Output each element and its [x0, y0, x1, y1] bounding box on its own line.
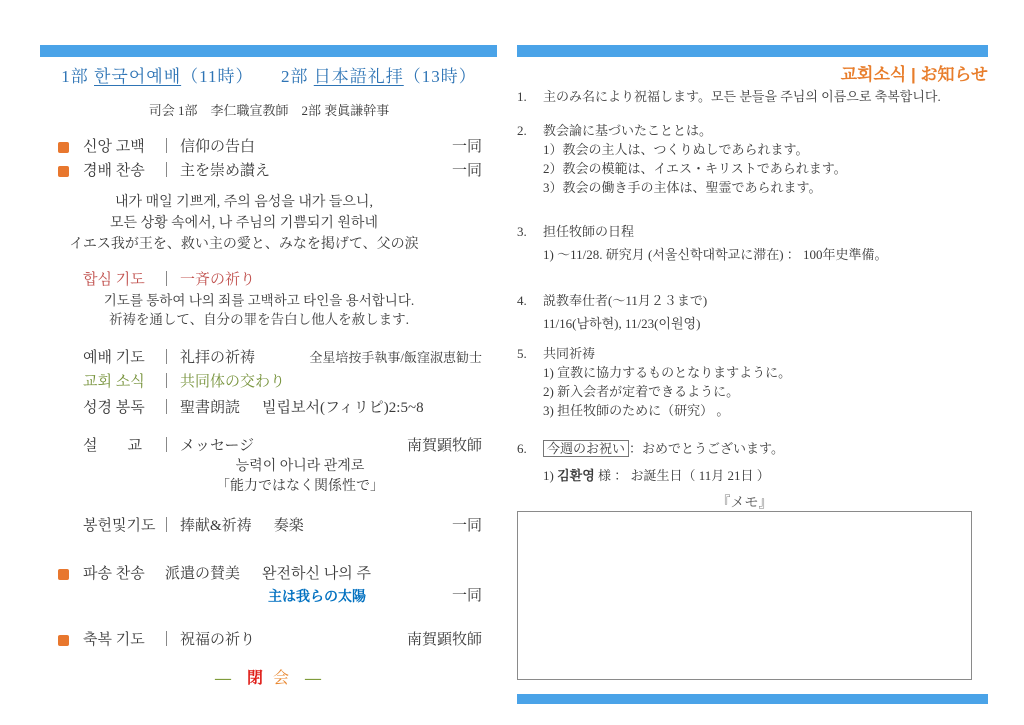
row-performer: 一同 — [451, 588, 482, 604]
label-separator: ｜ — [159, 139, 175, 155]
lyric-line: 모든 상황 속에서, 나 주님의 기쁨되기 원하네 — [110, 216, 378, 231]
row-label-ko: 성경 봉독 — [83, 400, 145, 416]
celebrant-name: 김환영 — [557, 468, 595, 483]
row-union-prayer — [40, 269, 498, 291]
title-part-2: 2部 — [281, 67, 314, 86]
row-confession-of-faith — [40, 136, 498, 158]
title-japanese-service: 日本語礼拝 — [313, 67, 404, 86]
union-prayer-note-ja: 祈祷を通して、自分の罪を告白し他人を赦します. — [108, 312, 410, 327]
row-label-ko: 신앙 고백 — [83, 139, 145, 155]
row-performer: 一同 — [451, 139, 482, 155]
row-label-ko: 축복 기도 — [83, 632, 145, 648]
row-offering-prayer — [40, 515, 498, 537]
title-spacer — [245, 67, 281, 86]
label-separator: ｜ — [159, 350, 175, 366]
title-part-1: 1部 — [61, 67, 94, 86]
announcement-item — [517, 345, 990, 363]
union-prayer-note-ko: 기도를 통하여 나의 죄를 고백하고 타인을 용서합니다. — [103, 293, 415, 308]
row-label-ko: 설 교 — [83, 438, 142, 454]
sermon-title-ja: 「能力ではなく関係性で」 — [216, 479, 384, 494]
item-text: 主のみ名により祝福します。모든 분들을 주님의 이름으로 축복합니다. — [543, 89, 941, 104]
row-worship-prayer — [40, 347, 498, 369]
announcement-item — [517, 88, 990, 106]
sending-hymn-title-ko: 완전하신 나의 주 — [262, 566, 371, 582]
item-number: 3. — [517, 224, 527, 239]
closing-kanji-kai: 会 — [273, 670, 292, 687]
item-number: 1. — [517, 89, 527, 104]
item-number: 2. — [517, 123, 527, 138]
celebration-subline — [517, 466, 990, 485]
item-text: 共同祈祷 — [543, 346, 596, 361]
right-column-top-bar — [517, 45, 988, 57]
moderator-line: 司会 1部 李仁職宣教師 2部 裵眞謙幹事 — [148, 103, 390, 118]
sending-hymn-title-ja: 主は我らの太陽 — [268, 588, 366, 604]
item-subline: 3) 担任牧師のために（研究） 。 — [543, 403, 730, 418]
sermon-title-ko: 능력이 아니라 관계로 — [235, 459, 365, 474]
closing-kanji-hei: 閉 — [246, 670, 265, 687]
row-label-ja: 共同体の交わり — [180, 374, 286, 390]
row-label-ja: 礼拝の祈祷 — [180, 350, 256, 366]
row-performer: 南賀顕牧師 — [406, 438, 482, 454]
item-text: 教会論に基づいたこととは。 — [543, 123, 713, 138]
row-label-ja: 一斉の祈り — [180, 272, 256, 288]
row-performer: 一同 — [451, 518, 482, 534]
item-text: 説教奉仕者(～11月２３まで) — [543, 293, 708, 308]
square-bullet-icon — [58, 166, 69, 177]
item-subline: 1）教会の主人は、つくりぬしであられます。 — [543, 142, 809, 157]
item-number: 6. — [517, 441, 527, 456]
announcement-item — [517, 292, 990, 310]
square-bullet-icon — [58, 142, 69, 153]
row-church-news — [40, 371, 498, 393]
announcement-item — [517, 223, 990, 241]
label-separator: ｜ — [159, 163, 175, 179]
closing-line — [40, 665, 498, 688]
label-separator: ｜ — [159, 438, 175, 454]
title-time-1: （11時） — [181, 67, 245, 86]
row-label-ko: 예배 기도 — [83, 350, 145, 366]
announcement-item-celebration — [517, 440, 990, 458]
row-benediction — [40, 629, 498, 651]
title-time-2: （13時） — [403, 67, 477, 86]
row-label-ja: 信仰の告白 — [180, 139, 256, 155]
sending-hymn-subrow — [40, 585, 498, 607]
row-label-ja: メッセージ — [180, 438, 255, 454]
title-korean-service: 한국어예배 — [94, 67, 182, 86]
sub-detail: 様 ： お誕生日（ 11月 21日 ） — [594, 468, 770, 483]
row-label-ko: 파송 찬송 — [83, 566, 145, 582]
scripture-reference: 빌립보서(フィリピ)2:5~8 — [262, 400, 424, 416]
row-scripture-reading — [40, 397, 498, 419]
memo-label: 『メモ』 — [716, 496, 773, 511]
row-sermon — [40, 435, 498, 457]
memo-box — [517, 511, 972, 680]
label-separator: ｜ — [159, 400, 175, 416]
row-label-ja: 主を崇め讃え — [180, 163, 271, 179]
lyric-line: イエス我が王を、救い主の愛と、みなを掲げて、父の涙 — [69, 237, 419, 252]
row-praise-hymn — [40, 160, 498, 182]
item-number: 4. — [517, 293, 527, 308]
item-subline: 2）教会の模範は、イエス・キリストであられます。 — [543, 161, 847, 176]
item-subline: 1) 宣教に協力するものとなりますように。 — [543, 365, 792, 380]
row-label-ja: 祝福の祈り — [180, 632, 256, 648]
item-subline: 11/16(남하현), 11/23(이원영) — [543, 316, 701, 331]
label-separator: ｜ — [159, 518, 175, 534]
row-sending-hymn — [40, 563, 498, 585]
item-text: 担任牧師の日程 — [543, 224, 635, 239]
label-separator: ｜ — [159, 272, 175, 288]
item-subline: 1) ～11/28. 研究月 (서울신학대학교に滞在) ： 100年史準備。 — [543, 247, 888, 262]
announcement-item — [517, 122, 990, 140]
row-label-ja: 派遣の賛美 — [165, 566, 241, 582]
celebration-text: ：おめでとうございます。 — [629, 441, 784, 456]
square-bullet-icon — [58, 635, 69, 646]
hymn-lyrics — [40, 192, 498, 255]
offering-music: 奏楽 — [273, 518, 304, 534]
item-number: 5. — [517, 346, 527, 361]
row-performer: 南賀顕牧師 — [406, 632, 482, 648]
item-text — [543, 440, 990, 458]
row-performer: 一同 — [451, 163, 482, 179]
boxed-celebration-label: 今週のお祝い — [543, 440, 629, 457]
label-separator: ｜ — [159, 632, 175, 648]
row-label-ko: 교회 소식 — [83, 374, 145, 390]
row-label-ko: 합심 기도 — [83, 272, 145, 288]
row-label-ja: 捧献&祈祷 — [180, 518, 252, 534]
item-subline: 2) 新入会者が定着できるように。 — [543, 384, 740, 399]
announcements-list — [517, 88, 990, 485]
announcements-header: 교회소식 | お知らせ — [840, 65, 988, 84]
order-of-worship — [40, 136, 498, 688]
lyric-line: 내가 매일 기쁘게, 주의 음성을 내가 들으니, — [115, 195, 373, 210]
label-separator: ｜ — [159, 374, 175, 390]
closing-dash: — — [214, 670, 233, 687]
service-title — [40, 62, 498, 87]
row-label-ko: 봉헌및기도 — [83, 518, 156, 534]
row-label-ja: 聖書朗読 — [180, 400, 241, 416]
right-column-bottom-bar — [517, 694, 988, 704]
sub-prefix: 1) — [543, 468, 558, 483]
row-performer: 全星培按手執事/飯窪淑恵勧士 — [309, 350, 482, 365]
closing-dash: — — [305, 670, 324, 687]
row-label-ko: 경배 찬송 — [83, 163, 145, 179]
left-column-top-bar — [40, 45, 497, 57]
item-subline: 3）教会の働き手の主体は、聖霊であられます。 — [543, 180, 822, 195]
square-bullet-icon — [58, 569, 69, 580]
